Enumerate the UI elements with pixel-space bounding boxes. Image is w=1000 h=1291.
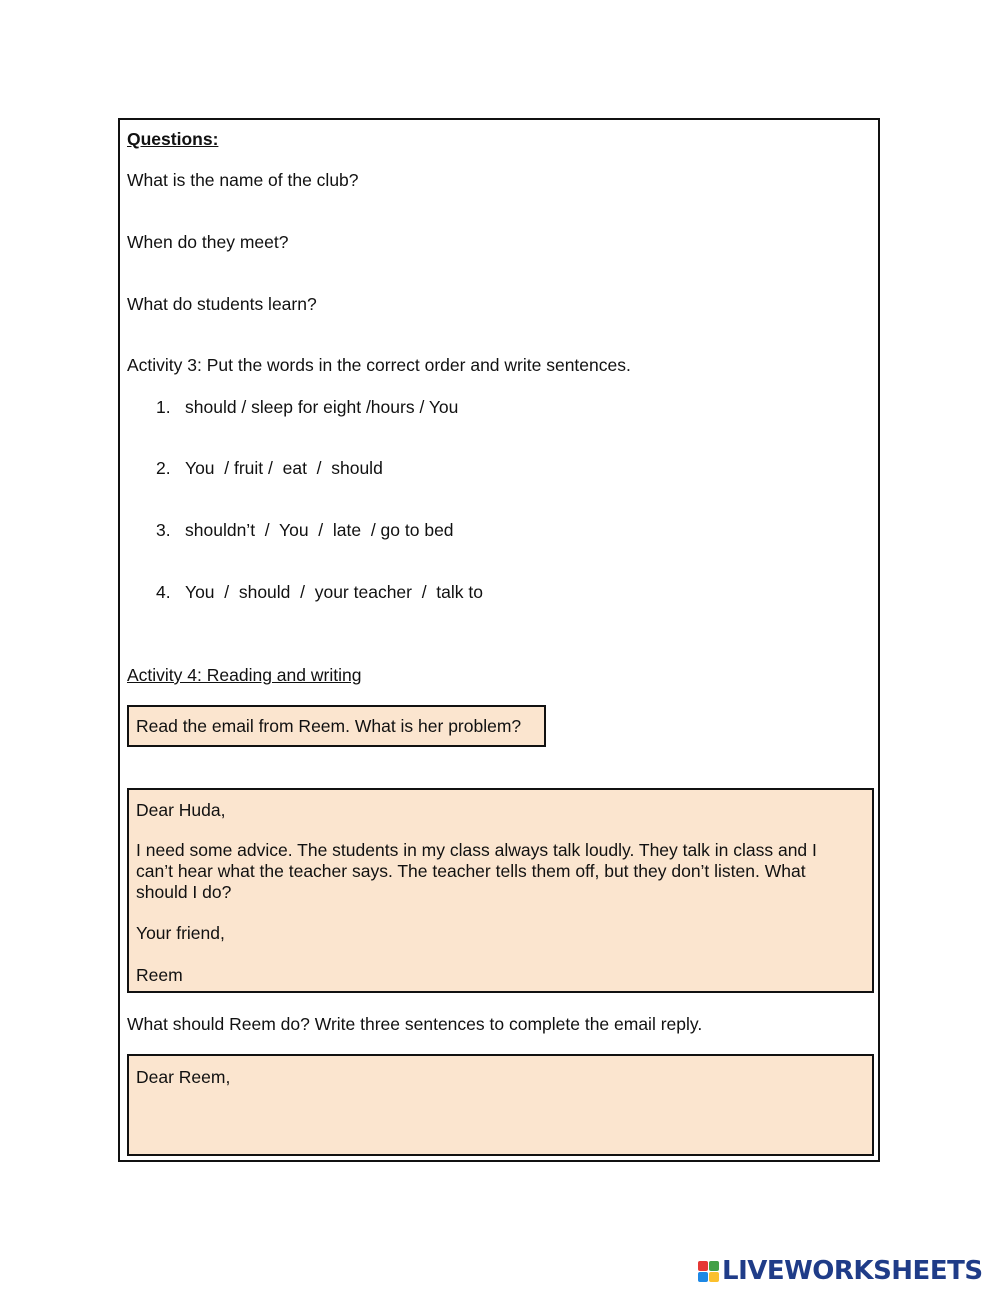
worksheet-page	[118, 118, 880, 1162]
email-body: I need some advice. The students in my class always talk loudly. They talk in class and I can’t hear what the teacher says. The teacher tells them off, but they don’t listen. What should I do?	[136, 840, 817, 902]
logo-text: LIVEWORKSHEETS	[722, 1256, 983, 1286]
email-greeting: Dear Huda,	[136, 800, 226, 820]
reply-task: What should Reem do? Write three sentences to complete the email reply.	[127, 1014, 703, 1034]
question-1: What is the name of the club?	[127, 170, 359, 190]
list-item: You / fruit / eat / should	[185, 458, 383, 478]
list-item-number: 1.	[156, 397, 171, 417]
liveworksheets-logo	[698, 1256, 983, 1286]
reply-box[interactable]	[127, 1054, 874, 1156]
list-item-number: 3.	[156, 520, 171, 540]
questions-heading: Questions:	[127, 129, 219, 149]
list-item-number: 2.	[156, 458, 171, 478]
email-box	[127, 788, 874, 993]
reading-prompt: Read the email from Reem. What is her problem?	[136, 716, 522, 736]
email-closing: Your friend,	[136, 923, 225, 943]
list-item: You / should / your teacher / talk to	[185, 582, 483, 602]
list-item: should / sleep for eight /hours / You	[185, 397, 459, 417]
email-signature: Reem	[136, 965, 183, 985]
list-item: shouldn’t / You / late / go to bed	[185, 520, 454, 540]
logo-blocks-icon	[698, 1261, 719, 1282]
reply-greeting: Dear Reem,	[136, 1067, 231, 1087]
question-2: When do they meet?	[127, 232, 289, 252]
activity4-heading: Activity 4: Reading and writing	[127, 665, 362, 685]
reading-prompt-box	[127, 705, 546, 747]
activity3-instruction: Activity 3: Put the words in the correct order and write sentences.	[127, 355, 631, 375]
question-3: What do students learn?	[127, 294, 317, 314]
list-item-number: 4.	[156, 582, 171, 602]
